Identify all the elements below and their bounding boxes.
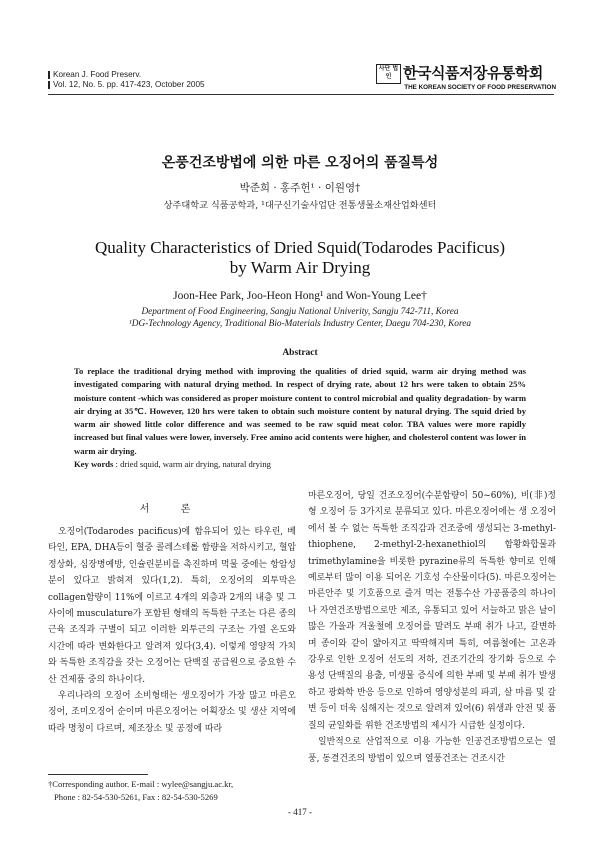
keywords-label: Key words: [74, 459, 114, 469]
journal-name: Korean J. Food Preserv.: [53, 70, 142, 79]
body-paragraph: 일반적으로 산업적으로 이용 가능한 인공건조방법으로는 열풍, 동결건조의 방법이 있으며 열풍건조는 건조시간: [308, 737, 556, 764]
left-column: [48, 524, 296, 737]
footnote: [48, 778, 298, 804]
affiliation-english-line1: Department of Food Engineering, Sangju National Univerity, Sangju 742-711, Korea: [141, 307, 459, 317]
title-english: [0, 238, 600, 278]
society-emblem: 사단 법인: [376, 64, 401, 84]
title-english-line1: Quality Characteristics of Dried Squid(Todarodes Pacificus): [94, 238, 505, 257]
body-paragraph: 오징어(Todarodes pacificus)에 함유되어 있는 타우린, 베타인, EPA, DHA등이 혈중 콜레스테롤 함량을 저하시키고, 혈압정상화, 심장병예방, 인슐린분비를 촉진하며 먹물 중에는 항암성분이 있다고 밝혀져 있다(1,2). 특히, 오징어의 외투막은 collagen함량이 11%에 이르고 4개의 외층과 2개의 내층 및 그 사이에 musculature가 포함된 형태의 독특한 구조는 다른 종의 근육 조직과 구별이 되고 이러한 외투근의 구조는 가열 온도와 시간에 따라 변화한다고 알려져 있다(3,4). 이렇게 영양적 가치와 독특한 조직감을 갖는 오징어는 단백질 공급원으로 중요한 수산 건제품 중의 하나이다.: [48, 527, 296, 685]
society-name-en: THE KOREAN SOCIETY OF FOOD PRESERVATION: [404, 84, 556, 91]
affiliation-english: [0, 306, 600, 330]
journal-volume: Vol. 12, No. 5. pp. 417-423, October 2005: [53, 80, 205, 89]
footnote-line1: †Corresponding author. E-mail : wylee@sangju.ac.kr,: [48, 779, 234, 789]
section-heading: 서 론: [139, 504, 205, 515]
title-english-line2: by Warm Air Drying: [229, 258, 371, 277]
page-number: - 417 -: [288, 807, 312, 817]
body-paragraph: 우리나라의 오징어 소비형태는 생오징어가 가장 많고 마른오징어, 조미오징어 순이며 마른오징어는 어획장소 및 생산 지역에 따라 명칭이 다르며, 제조장소 및 공정에 따라: [48, 691, 296, 734]
affiliation-english-line2: ¹DG-Technology Agency, Traditional Bio-Materials Industry Center, Daegu 704-230, Korea: [128, 319, 471, 329]
keywords: [74, 459, 526, 469]
affiliation-korean: 상주대학교 식품공학과, ¹대구신기술사업단 전통생물소재산업화센터: [163, 200, 437, 211]
keywords-text: : dried squid, warm air drying, natural drying: [115, 459, 271, 469]
right-column: [308, 488, 556, 767]
bar-mark: [48, 71, 50, 79]
abstract-heading: Abstract: [282, 348, 318, 358]
journal-citation: [48, 70, 205, 90]
authors-korean: 박준희 · 홍주헌¹ · 이원영†: [239, 182, 361, 194]
society-name-kr: 한국식품저장유통학회: [403, 64, 543, 82]
society-logo-block: [376, 62, 556, 96]
body-paragraph: 마른오징어, 당일 건조오징어(수분함량이 50~60%), 비(非)정형 오징어 등 3가지로 분류되고 있다. 마른오징어에는 생 오징어에서 볼 수 없는 독특한 조직감과 건조중에 생성되는 3-methyl-thiophene, 2-methyl-2-hexanethiol의 함황화합물과 trimethylamine을 비롯한 pyrazine류의 독특한 향미로 인해 예로부터 많이 이용 되어온 기호성 수산물이다(5). 마른오징어는 마른안주 및 기호품으로 즐겨 먹는 전통수산 가공품중의 하나이나 자연건조방법으로만 제조, 유통되고 있어 서늘하고 맑은 날이 많은 가을과 겨울철에 오징어를 말려도 부패 취가 나고, 갈변하며 종이와 같이 얇아지고 딱딱해지며 특히, 여름철에는 고온과 강우로 인한 오징어 선도의 저하, 건조기간의 장기화 등으로 수용성 단백질의 용출, 미생물 증식에 의한 부패 및 부패 취가 발생하고 광화학 반응 등으로 인하여 영양성분의 파괴, 살 마름 및 갈변 등이 더욱 심해지는 것으로 알려져 있어(6) 위생과 안전 및 품질의 균일화를 위한 건조방법의 제시가 시급한 실정이다.: [308, 491, 556, 731]
footnote-line2: Phone : 82-54-530-5261, Fax : 82-54-530-5269: [54, 792, 218, 802]
header-rule: [48, 94, 554, 95]
abstract-text: To replace the traditional drying method with improving the qualities of dried squid, warm air drying method was investigated comparing with natural drying method. In respect of drying rate, about 12 hrs were taken to obtain 25% moisture content -which was considered as proper moisture content to control microbial and quality degradation- by warm air drying at 35℃. However, 120 hrs were taken to obtain such moisture content by natural drying. The squid dried by warm air showed little color difference and was seemed to be raw squid meat color. TBA values were more rapidly increased but final values were lower, inversely. Free amino acid contents were higher, and cholesterol content was lower in warm air drying.: [74, 366, 526, 456]
title-korean: 온풍건조방법에 의한 마른 오징어의 품질특성: [161, 155, 439, 171]
authors-english: Joon-Hee Park, Joo-Heon Hong¹ and Won-Young Lee†: [173, 290, 427, 302]
footnote-rule: [48, 774, 148, 775]
bar-mark: [48, 81, 50, 89]
